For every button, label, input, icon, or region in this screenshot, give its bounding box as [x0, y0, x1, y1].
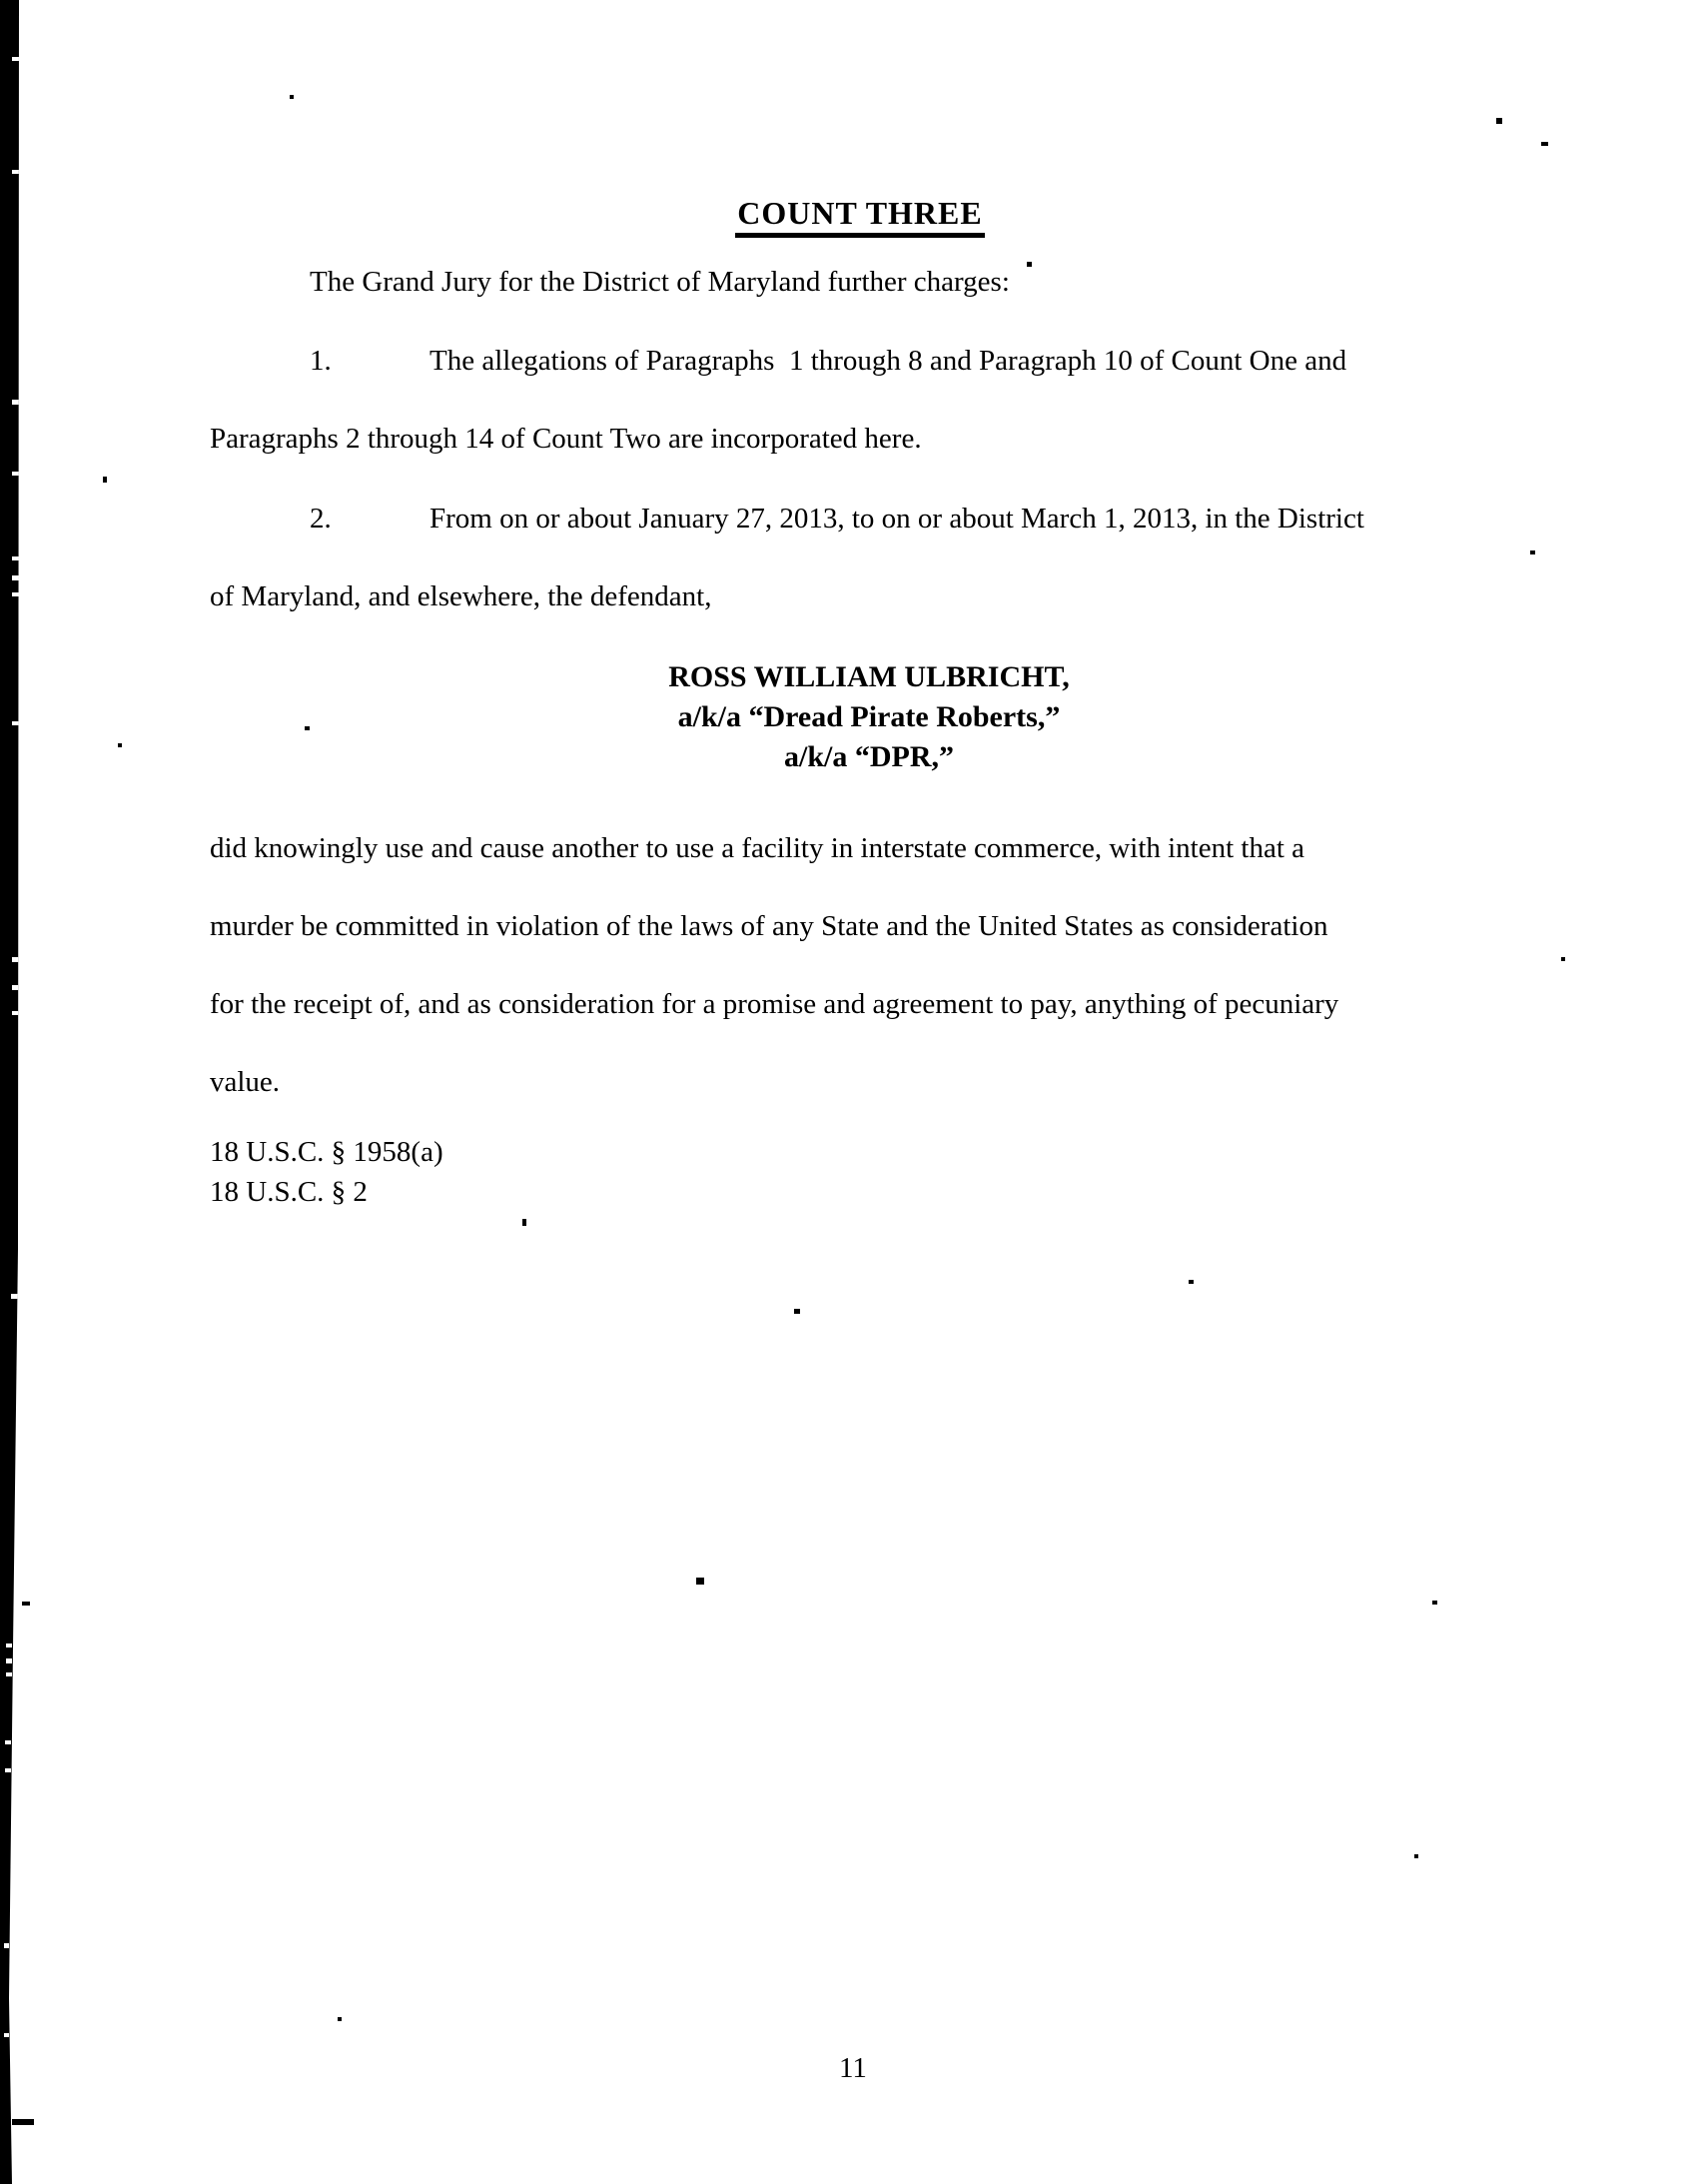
defendant-name: ROSS WILLIAM ULBRICHT,: [668, 660, 1070, 693]
statute-citation-2: 18 U.S.C. § 2: [210, 1176, 368, 1208]
speck: [103, 477, 107, 483]
speck: [1027, 262, 1032, 267]
speck: [794, 1309, 800, 1314]
scan-notch: [12, 721, 19, 725]
speck: [12, 2119, 34, 2125]
speck: [522, 1219, 526, 1226]
speck: [696, 1578, 704, 1585]
scan-notch: [6, 1672, 12, 1676]
count-heading: [221, 193, 1499, 233]
scan-notch: [12, 957, 19, 962]
speck: [1414, 1854, 1418, 1858]
scan-notch: [12, 985, 19, 990]
charge-paragraph: [210, 809, 1488, 1121]
scan-notch: [12, 1011, 19, 1015]
scan-notch: [12, 400, 19, 405]
speck: [1530, 550, 1535, 554]
scan-notch: [12, 556, 19, 560]
scan-notch: [12, 472, 19, 476]
scan-notch: [12, 170, 19, 174]
speck: [290, 95, 294, 99]
speck: [1541, 142, 1548, 146]
charge-line-2: murder be committed in violation of the laws of any State and the United States as consideration: [210, 910, 1328, 942]
defendant-alias-2: a/k/a “DPR,”: [783, 740, 954, 773]
charge-line-4: value.: [210, 1066, 281, 1098]
defendant-alias-1: a/k/a “Dread Pirate Roberts,”: [677, 700, 1061, 733]
scan-underline-artifact: [741, 233, 869, 236]
scan-notch: [12, 575, 19, 580]
speck: [1189, 1280, 1194, 1284]
paragraph-2-line-2: of Maryland, and elsewhere, the defendant,: [210, 580, 712, 612]
paragraph-1-line-2: Paragraphs 2 through 14 of Count Two are incorporated here.: [210, 423, 922, 455]
scan-edge-bar: [0, 0, 19, 2184]
speck: [1432, 1601, 1437, 1605]
scan-notch: [4, 2033, 9, 2037]
paragraph-1-line-1: [210, 322, 1488, 400]
speck: [1561, 957, 1565, 961]
defendant-block: [230, 657, 1508, 777]
paragraph-2-number: 2.: [310, 503, 332, 535]
scan-notch: [6, 1643, 12, 1647]
speck: [338, 2017, 342, 2021]
scan-notch: [4, 1943, 9, 1948]
speck: [22, 1602, 30, 1606]
speck: [118, 743, 122, 747]
scan-notch: [6, 1658, 12, 1663]
charge-line-3: for the receipt of, and as consideration for a promise and agreement to pay, anything of pecuniary: [210, 988, 1339, 1020]
paragraph-1-text: The allegations of Paragraphs 1 through 8 and Paragraph 10 of Count One and: [429, 345, 1347, 377]
scan-notch: [11, 1294, 18, 1299]
page-number: 11: [839, 2052, 867, 2084]
scan-notch: [12, 592, 19, 596]
paragraph-1-number: 1.: [310, 345, 332, 377]
paragraph-2: [210, 480, 1488, 635]
scan-notch: [12, 57, 19, 61]
paragraph-2-text: From on or about January 27, 2013, to on or about March 1, 2013, in the District: [429, 503, 1364, 535]
speck: [305, 726, 310, 730]
statute-citations: [210, 1132, 1488, 1212]
scan-notch: [5, 1740, 11, 1744]
scan-notch: [5, 1768, 11, 1772]
intro-line: The Grand Jury for the District of Maryland further charges:: [310, 266, 1010, 298]
speck: [1496, 118, 1502, 124]
statute-citation-1: 18 U.S.C. § 1958(a): [210, 1136, 443, 1168]
count-heading-text: COUNT THREE: [735, 195, 984, 238]
charge-line-1: did knowingly use and cause another to use a facility in interstate commerce, with intent that a: [210, 832, 1305, 864]
document-content: [0, 193, 1698, 1212]
paragraph-2-line-1: [210, 480, 1488, 557]
paragraph-1: [210, 322, 1488, 478]
